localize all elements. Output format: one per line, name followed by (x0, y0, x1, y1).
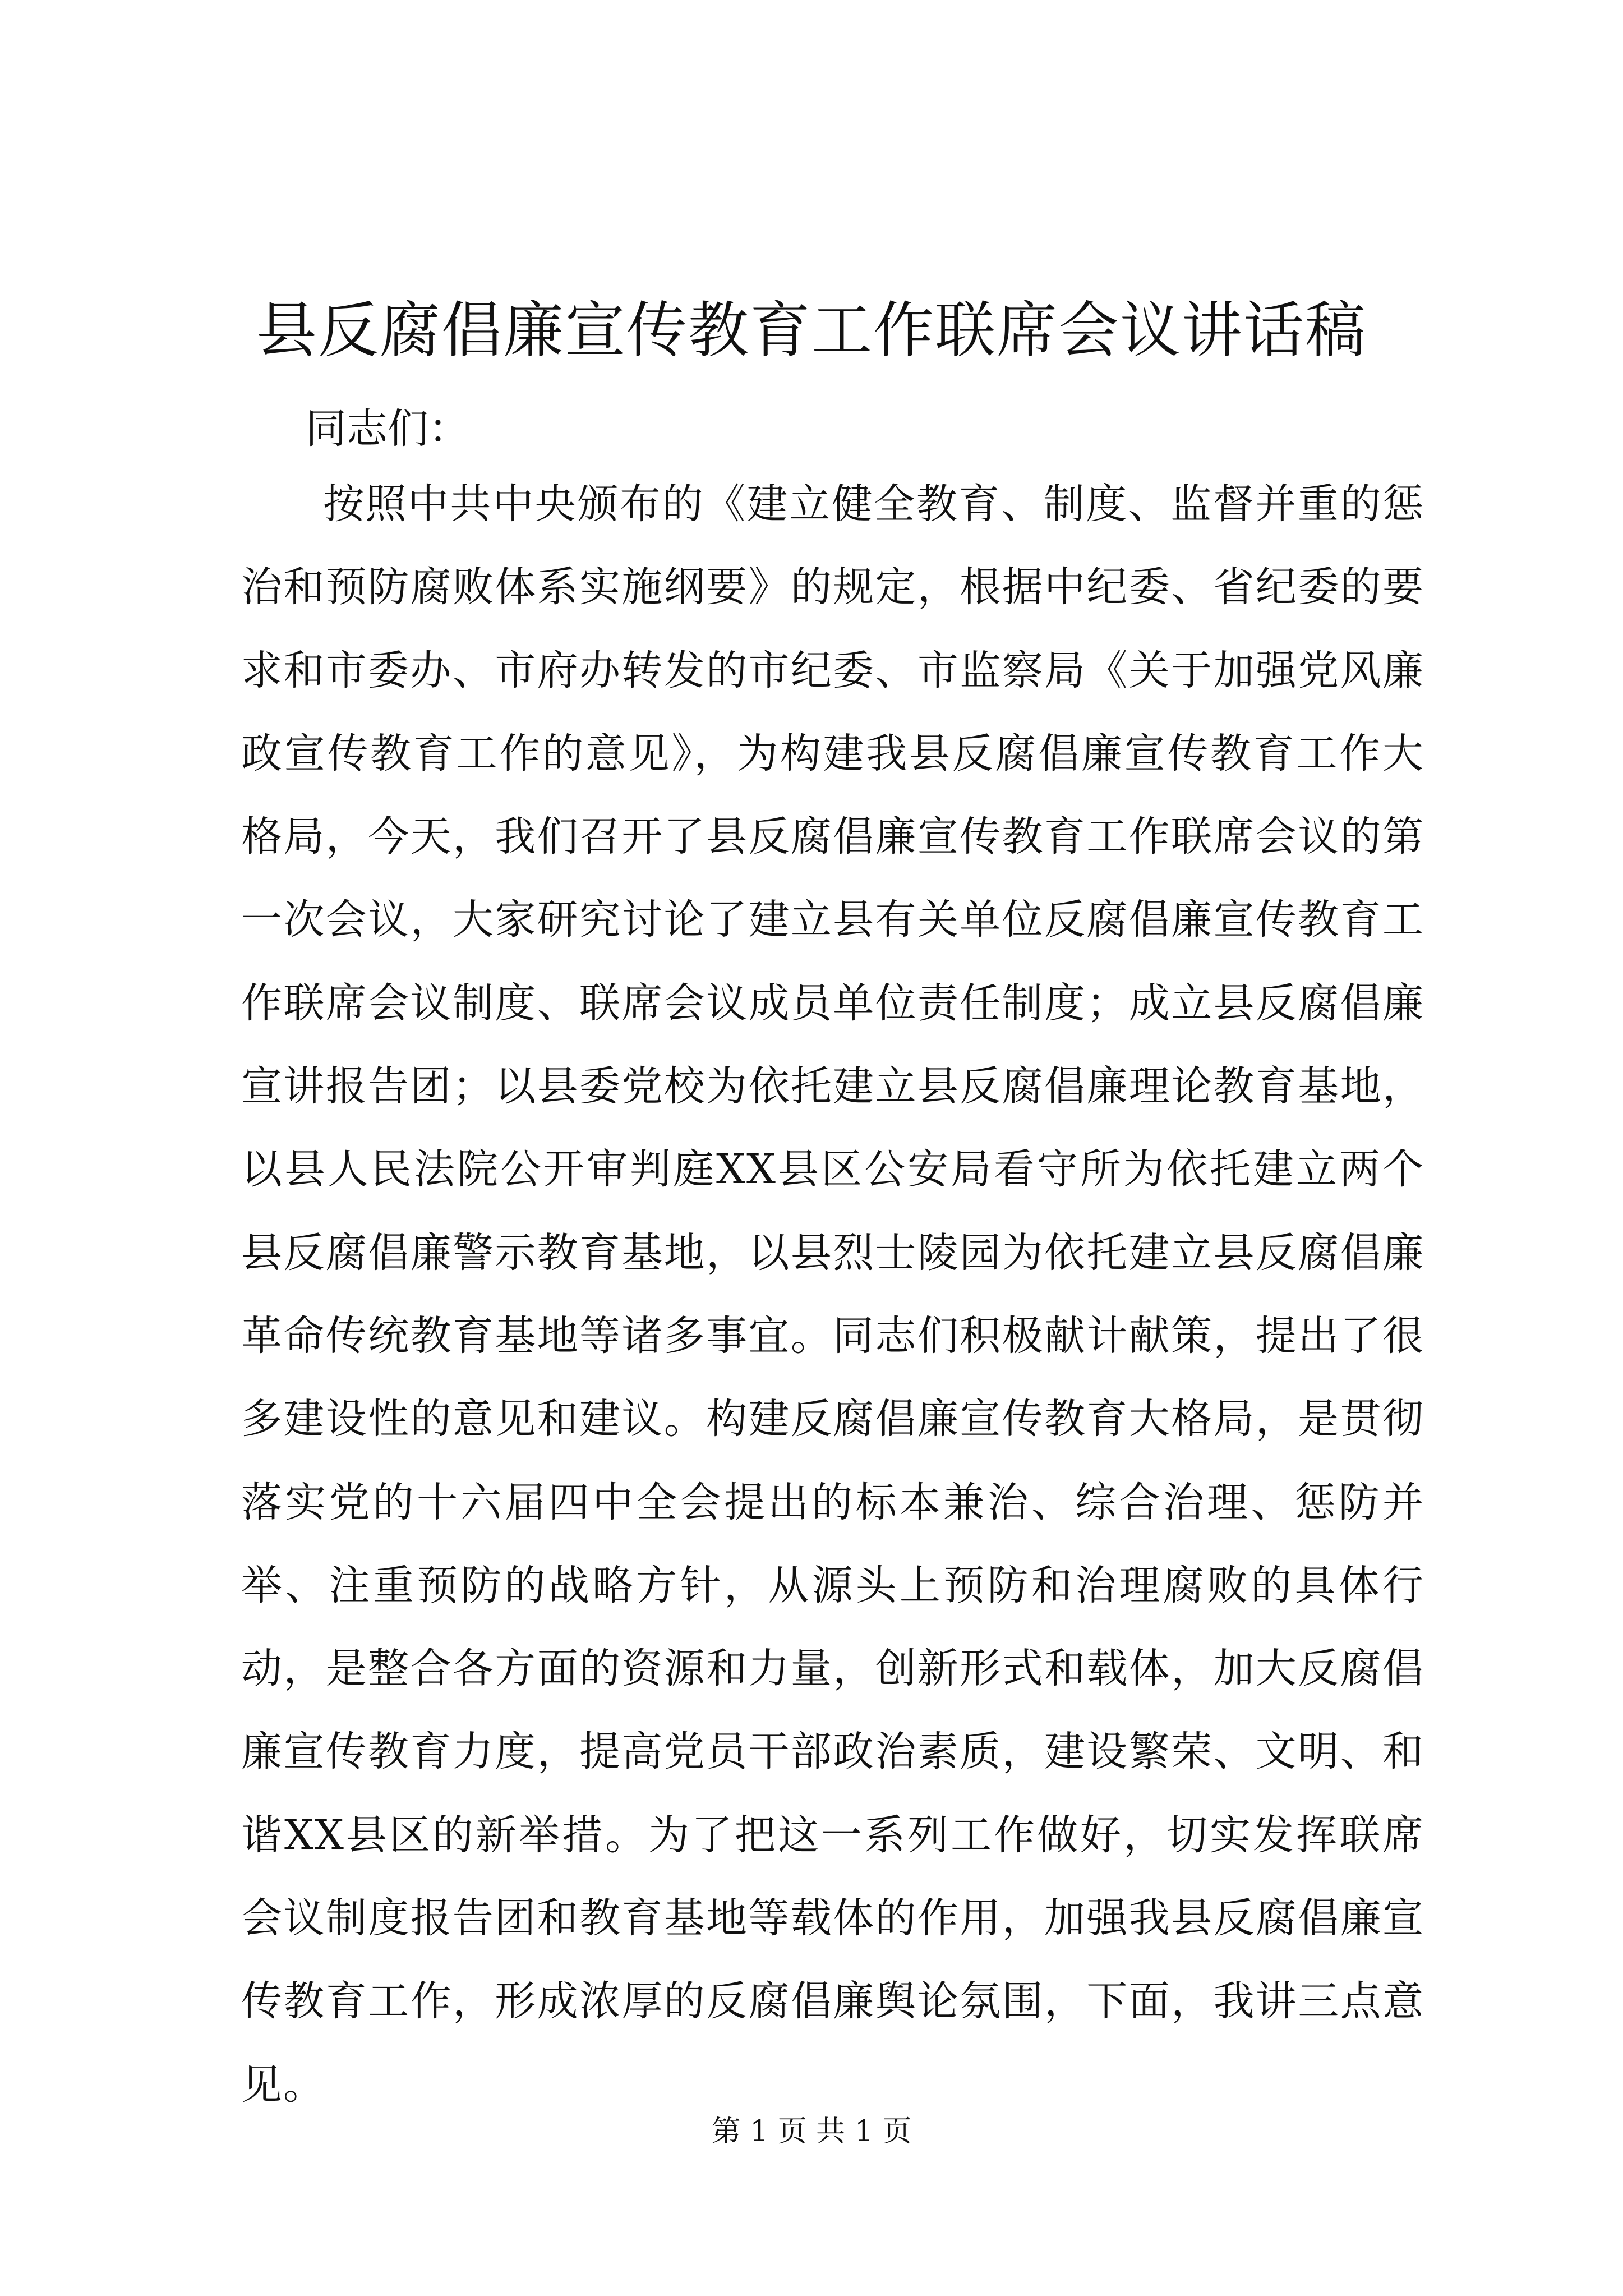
document-title: 县反腐倡廉宣传教育工作联席会议讲话稿 (256, 296, 1367, 366)
salutation: 同志们： (306, 405, 469, 453)
page-footer: 第 1 页 共 1 页 (711, 2115, 912, 2148)
body-paragraph: 按照中共中央颁布的《建立健全教育、制度、监督并重的惩治和预防腐败体系实施纲要》的规定，根据中纪委、省纪委的要求和市委办、市府办转发的市纪委、市监察局《关于加强党风廉政宣传教育工作的意见》，为构建我县反腐倡廉宣传教育工作大格局，今天，我们召开了县反腐倡廉宣传教育工作联席会议的第一次会议，大家研究讨论了建立县有关单位反腐倡廉宣传教育工作联席会议制度、联席会议成员单位责任制度；成立县反腐倡廉宣讲报告团；以县委党校为依托建立县反腐倡廉理论教育基地，以县人民法院公开审判庭XX县区公安局看守所为依托建立两个县反腐倡廉警示教育基地，以县烈士陵园为依托建立县反腐倡廉革命传统教育基地等诸多事宜。同志们积极献计献策，提出了很多建设性的意见和建议。构建反腐倡廉宣传教育大格局，是贯彻落实党的十六届四中全会提出的标本兼治、综合治理、惩防并举、注重预防的战略方针，从源头上预防和治理腐败的具体行动，是整合各方面的资源和力量，创新形式和载体，加大反腐倡廉宣传教育力度，提高党员干部政治素质，建设繁荣、文明、和谐XX县区的新举措。为了把这一系列工作做好，切实发挥联席会议制度报告团和教育基地等载体的作用，加强我县反腐倡廉宣传教育工作，形成浓厚的反腐倡廉舆论氛围，下面，我讲三点意见。 (241, 480, 1424, 2109)
